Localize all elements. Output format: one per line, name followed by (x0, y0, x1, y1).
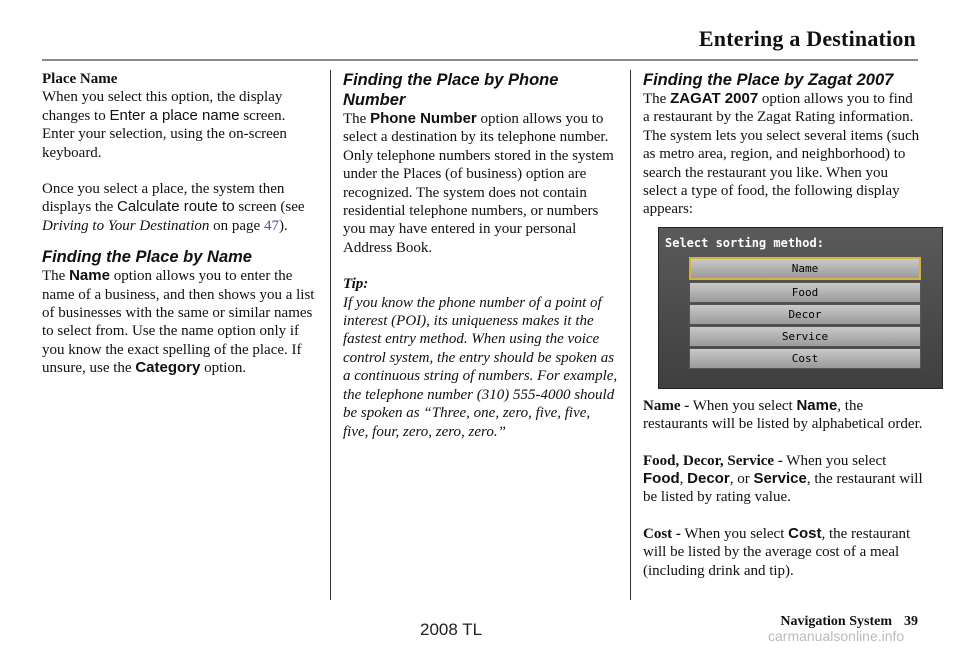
text: When you select this option, the display changes to (42, 89, 283, 124)
column-middle (343, 70, 619, 441)
cross-reference: Driving to Your Destination (42, 217, 210, 234)
ui-term: Category (135, 359, 201, 377)
text: When you select (680, 525, 789, 542)
watermark-model: 2008 TL (420, 620, 483, 639)
text: option allows you to select a destination by its telephone number. Only telephone numbers stored in the system under the Places (of business) option are recognized. The system does not contain residential telephone numbers, or numbers you may have entered in your personal Address Book. (343, 111, 614, 256)
cost-sort-paragraph (643, 525, 923, 580)
text: , the restaurants will be listed by alphabetical order. (643, 397, 923, 433)
place-name-paragraph (42, 88, 320, 162)
text: screen. Enter your selection, using the on-screen keyboard. (42, 107, 287, 161)
sort-name-button[interactable]: Name (689, 257, 921, 280)
sorting-method-screen (658, 227, 943, 389)
text: The (42, 268, 70, 285)
ui-term: ZAGAT 2007 (670, 90, 759, 107)
column-right (643, 70, 923, 580)
name-sort-paragraph (643, 397, 923, 434)
header-rule (42, 59, 918, 61)
page-title: Entering a Destination (698, 26, 916, 51)
tip-label: Tip: (343, 276, 369, 293)
watermark-site: carmanualsonline.info (768, 628, 905, 644)
by-name-paragraph (42, 267, 320, 377)
term-label: Name - (643, 397, 690, 414)
text: , the restaurant will be listed by rating value. (643, 471, 923, 506)
text: option allows you to find a restaurant by the Zagat Rating information. (643, 91, 914, 126)
text: , (679, 471, 688, 488)
text: on page (209, 217, 264, 234)
text: , or (729, 471, 754, 488)
term-label: Food, Decor, Service - (643, 452, 783, 469)
by-phone-paragraph (343, 110, 619, 257)
zagat-paragraph (643, 90, 923, 127)
column-divider (630, 70, 631, 600)
text: Once you select a place, the system then displays the (42, 181, 285, 216)
column-divider (330, 70, 331, 600)
text: screen (see (234, 199, 305, 216)
text: , the restaurant will be listed by the average cost of a meal (including drink and tip). (643, 525, 911, 579)
text: When you select (782, 452, 887, 469)
subheading-by-phone: Finding the Place by Phone Number (343, 71, 559, 109)
ui-term: Decor (687, 470, 730, 488)
ui-term: Name (69, 267, 110, 285)
sort-decor-button[interactable]: Decor (689, 304, 921, 325)
calculate-route-paragraph (42, 180, 320, 235)
tip-text: If you know the phone number of a point of interest (POI), its uniqueness makes it the fastest entry method. When using the voice control system, the entry should be spoken as a continuous string of numbers. For example, the telephone number (310) 555-4000 should be spoken as “Three, one, zero, five, five, five, four, zero, zero, zero.” (343, 294, 618, 440)
subheading-by-zagat: Finding the Place by Zagat 2007 (643, 71, 894, 89)
sort-service-button[interactable]: Service (689, 326, 921, 347)
page-link[interactable]: 47 (263, 217, 279, 234)
ui-term: Phone Number (370, 110, 477, 127)
zagat-paragraph-2: The system lets you select several items (such as metro area, region, and neighborhood) to search the restaurant you like. When you select a type of food, the following display appears: (643, 127, 920, 218)
column-left (42, 70, 320, 378)
term-label: Cost - (643, 525, 681, 542)
subheading-by-name: Finding the Place by Name (42, 248, 252, 267)
text: The (643, 91, 671, 107)
text: option. (200, 360, 247, 377)
ui-term: Food (643, 470, 680, 488)
page-number: 39 (904, 614, 918, 629)
ui-term: Calculate route to (117, 198, 235, 216)
sort-food-button[interactable]: Food (689, 282, 921, 303)
text: ). (278, 217, 288, 234)
ui-term: Service (753, 470, 807, 488)
footer-section: Navigation System (780, 614, 892, 629)
place-name-heading: Place Name (42, 71, 118, 87)
screen-title: Select sorting method: (665, 235, 824, 250)
text: The (343, 111, 371, 127)
text: option allows you to enter the name of a business, and then shows you a list of businesses with the same or similar names to select from. Use the name option only if you know the exact spelling of the place. If unsure, use the (42, 268, 315, 377)
fds-sort-paragraph (643, 452, 923, 507)
text: When you select (689, 397, 797, 414)
ui-term: Cost (788, 524, 822, 542)
ui-term: Name (796, 396, 838, 414)
sort-cost-button[interactable]: Cost (689, 348, 921, 369)
ui-term: Enter a place name (109, 106, 240, 124)
